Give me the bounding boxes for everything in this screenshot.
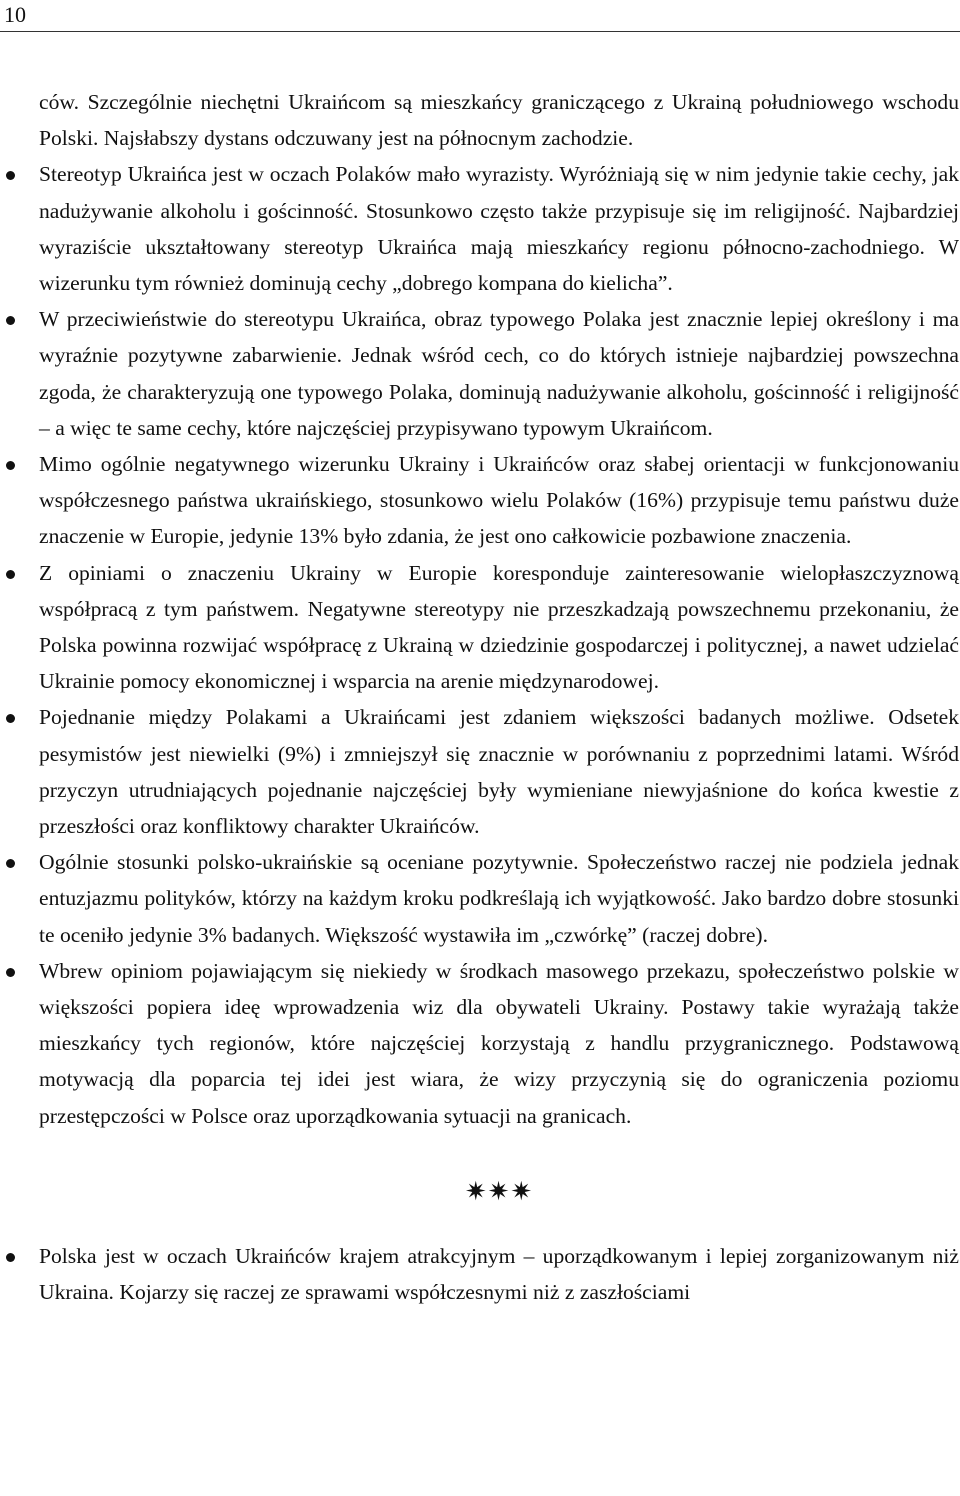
- continuation-paragraph: ców. Szczególnie niechętni Ukraińcom są mieszkańcy graniczącego z Ukrainą południowego wschodu Polski. Najsłabszy dystans odczuwany jest na północnym zachodzie.: [39, 90, 959, 151]
- bullet-item-polish-image: W przeciwieństwie do stereotypu Ukraińca, obraz typowego Polaka jest znacznie lepiej określony i ma wyraźnie pozytywne zabarwienie. Jednak wśród cech, co do których istnieje najbardziej powszechna zgoda, że charakteryzują one typowego Polaka, dominują nadużywanie alkoholu, gościnność i religijność – a więc te same cechy, które najczęściej przypisywano typowym Ukraińcom.: [39, 301, 959, 446]
- body-text: [39, 84, 959, 1310]
- bullet-item-visas: Wbrew opiniom pojawiającym się niekiedy w środkach masowego przekazu, społeczeństwo polskie w większości popiera ideę wprowadzenia wiz dla obywateli Ukrainy. Postawy takie wyrażają także mieszkańcy tych regionów, które najczęściej korzystają z handlu przygranicznego. Podstawową motywacją dla poparcia tej idei jest wiara, że wizy przyczynią się do ograniczenia poziomu przestępczości w Polsce oraz uporządkowania sytuacji na granicach.: [39, 953, 959, 1134]
- bullet-item-poland-attractive: Polska jest w oczach Ukraińców krajem atrakcyjnym – uporządkowanym i lepiej zorganizowanym niż Ukraina. Kojarzy się raczej ze sprawami współczesnymi niż z zaszłościami: [39, 1238, 959, 1310]
- bullet-item-cooperation: Z opiniami o znaczeniu Ukrainy w Europie koresponduje zainteresowanie wielopłaszczyznową współpracą z tym państwem. Negatywne stereotypy nie przeszkadzają powszechnemu przekonaniu, że Polska powinna rozwijać współpracę z Ukrainą w dziedzinie gospodarczej i politycznej, a nawet udzielać Ukrainie pomocy ekonomicznej i wsparcia na arenie międzynarodowej.: [39, 555, 959, 700]
- bullet-item-reconciliation: Pojednanie między Polakami a Ukraińcami jest zdaniem większości badanych możliwe. Odsetek pesymistów jest niewielki (9%) i zmniejszył się znacznie w porównaniu z poprzednimi latami. Wśród przyczyn utrudniających pojednanie najczęściej były wymieniane niewyjaśnione do końca kwestie z przeszłości oraz konfliktowy charakter Ukraińców.: [39, 699, 959, 844]
- bullet-item-ukrainian-stereotype: Stereotyp Ukraińca jest w oczach Polaków mało wyrazisty. Wyróżniają się w nim jedynie takie cechy, jak nadużywanie alkoholu i gościnność. Stosunkowo często także przypisuje się im religijność. Najbardziej wyraziście ukształtowany stereotyp Ukraińca mają mieszkańcy regionu północno-zachodniego. W wizerunku tym również dominują cechy „dobrego kompana do kielicha”.: [39, 156, 959, 301]
- page-number: 10: [4, 2, 26, 27]
- header-rule: [0, 31, 960, 32]
- section-separator: ✷✷✷: [464, 1176, 534, 1206]
- bullet-item-ukraine-importance: Mimo ogólnie negatywnego wizerunku Ukrainy i Ukraińców oraz słabej orientacji w funkcjonowaniu współczesnego państwa ukraińskiego, stosunkowo wielu Polaków (16%) przypisuje temu państwu duże znaczenie w Europie, jedynie 13% było zdania, że jest ono całkowicie pozbawione znaczenia.: [39, 446, 959, 555]
- bullet-item-relations: Ogólnie stosunki polsko-ukraińskie są oceniane pozytywnie. Społeczeństwo raczej nie podziela jednak entuzjazmu polityków, którzy na każdym kroku podkreślają ich wyjątkowość. Jako bardzo dobre stosunki te oceniło jedynie 3% badanych. Większość wystawiła im „czwórkę” (raczej dobre).: [39, 844, 959, 953]
